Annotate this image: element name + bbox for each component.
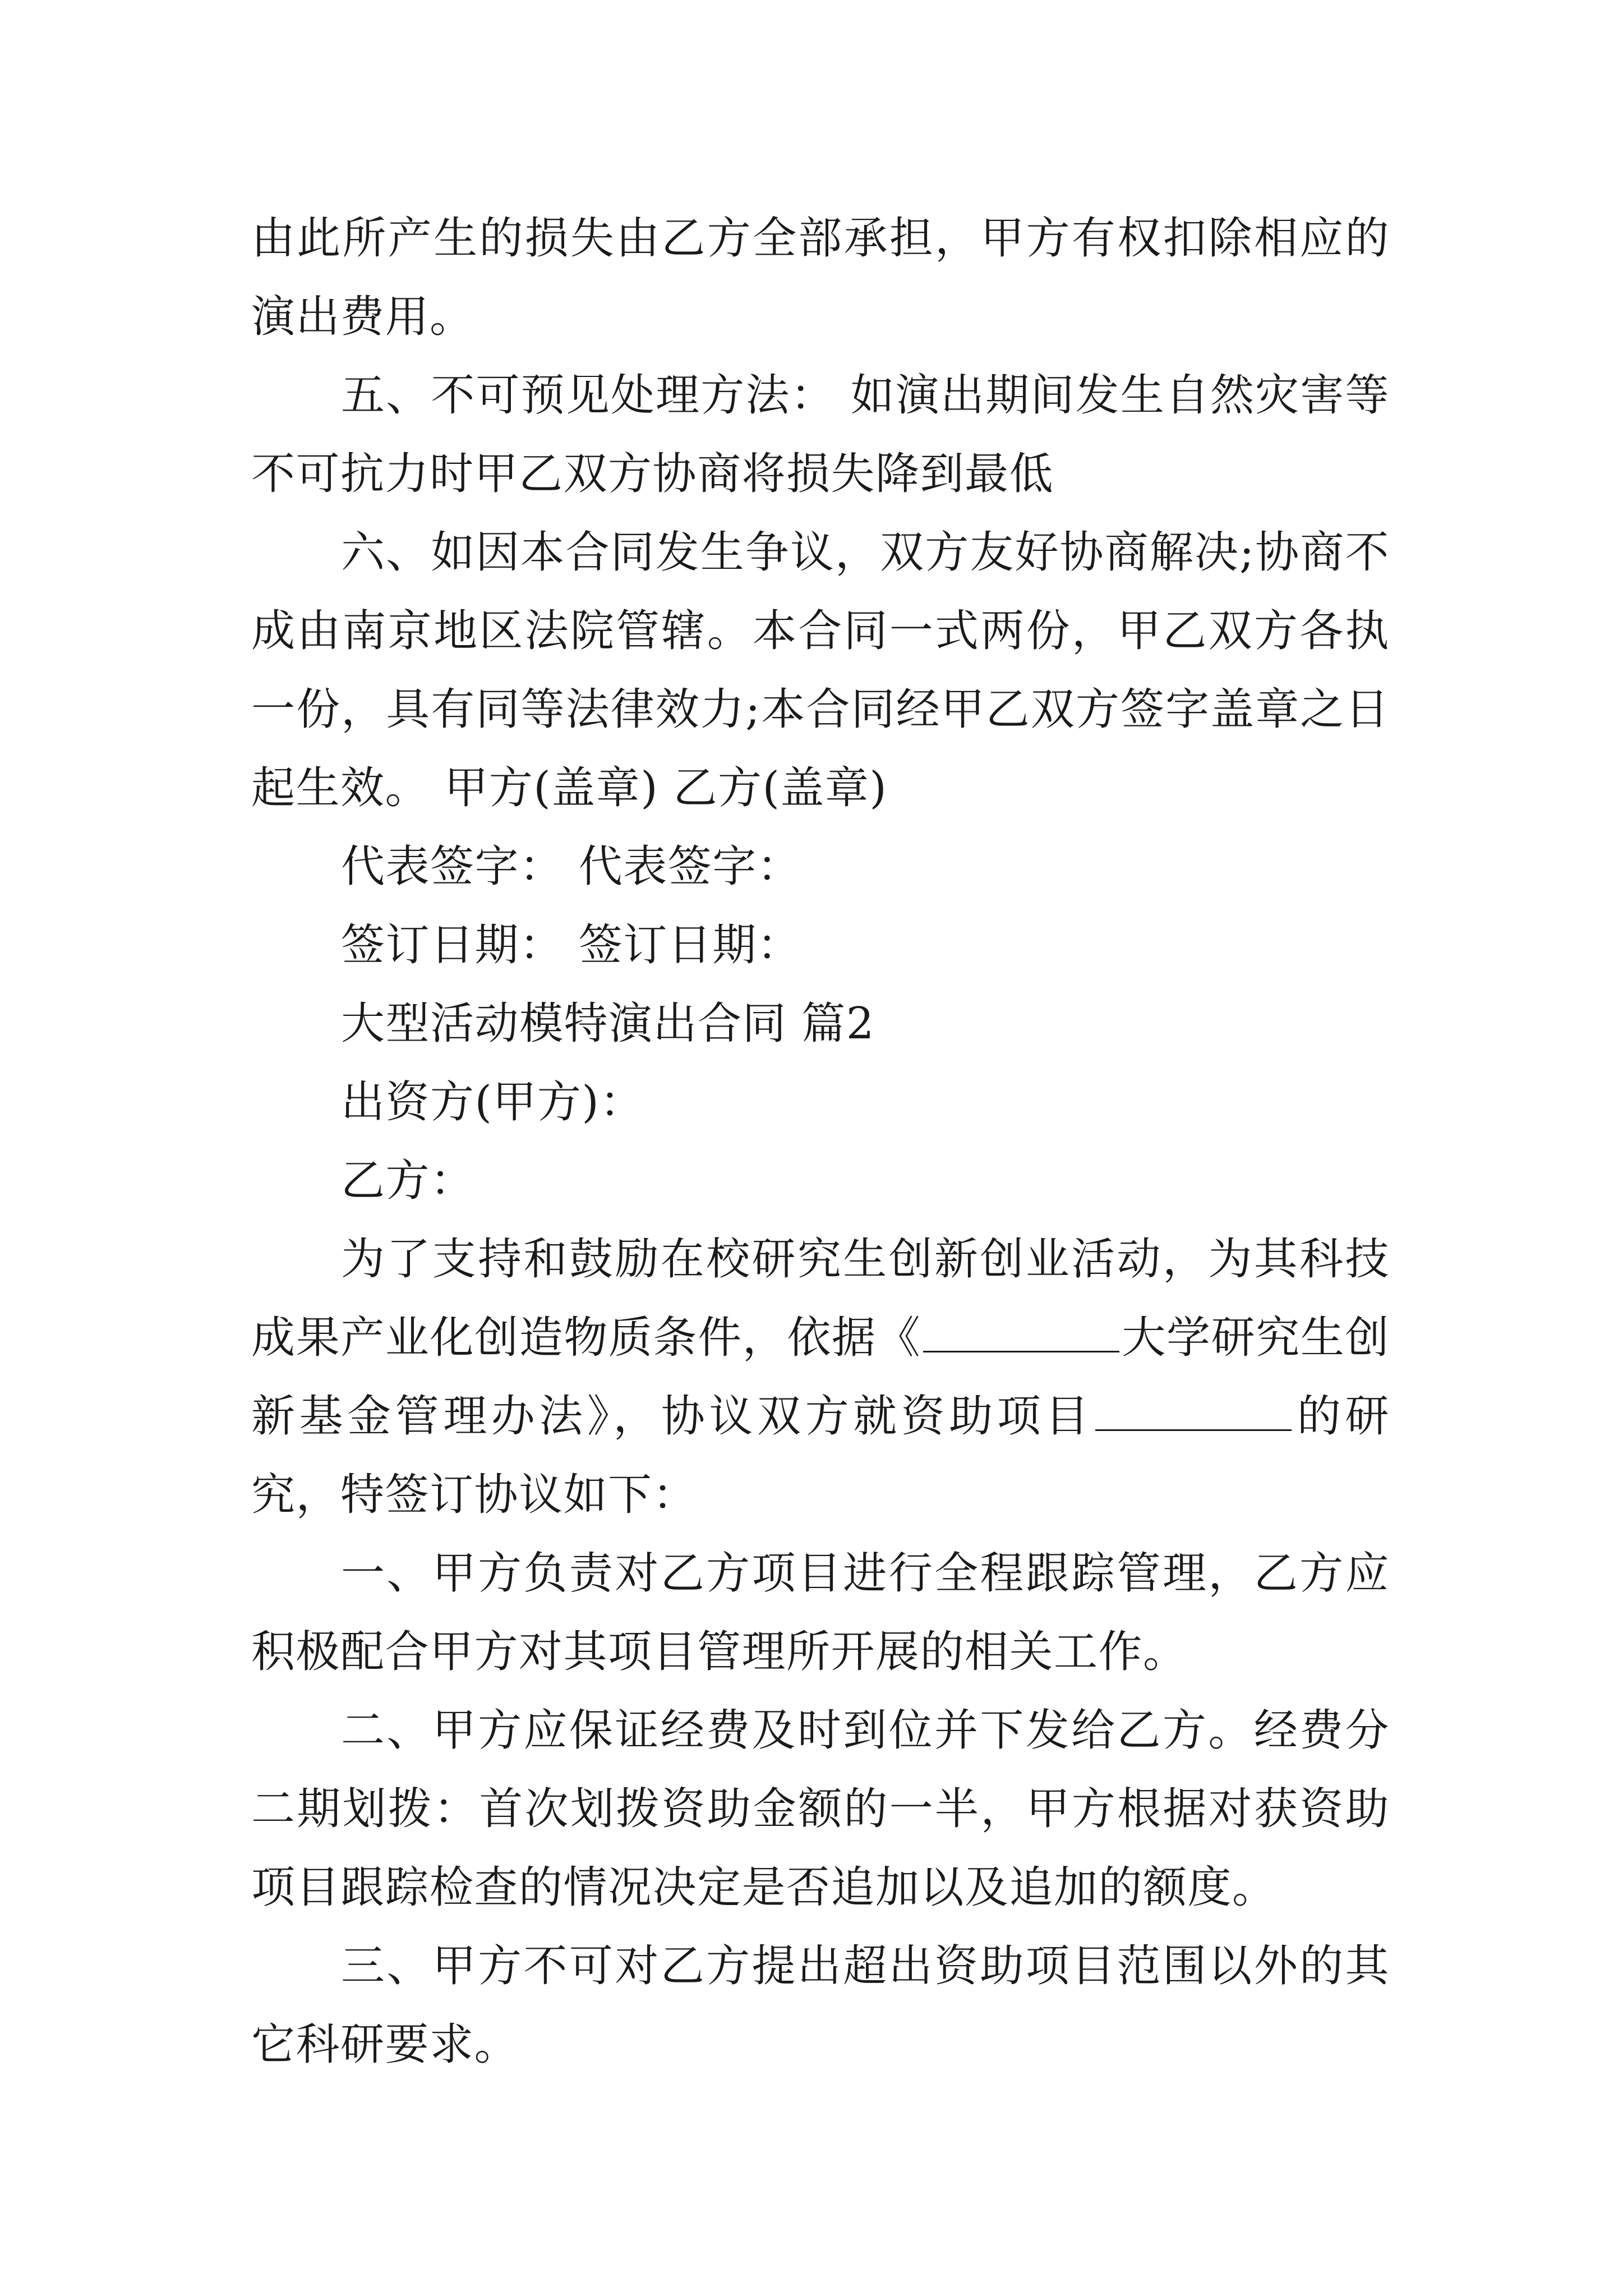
party-b-label: 乙方： — [341, 1156, 475, 1206]
section-heading: 大型活动模特演出合同 篇2 — [341, 999, 875, 1049]
paragraph-force-majeure: 五、不可预见处理方法： 如演出期间发生自然灾害等不可抗力时甲乙双方协商将损失降到最低 — [251, 370, 1390, 499]
paragraph-dispute-resolution: 六、如因本合同发生争议，双方友好协商解决;协商不成由南京地区法院管辖。本合同一式两份，甲乙双方各执一份，具有同等法律效力;本合同经甲乙双方签字盖章之日起生效。 甲方(盖章) 乙方(盖章) — [251, 527, 1390, 813]
purpose-text-part1: 为了支持和鼓励在校研究生创新创业活动，为其科技成果产业化创造物质条件，依据《 — [251, 1234, 1390, 1363]
clause-1: 一、甲方负责对乙方项目进行全程跟踪管理，乙方应积极配合甲方对其项目管理所开展的相关工作。 — [251, 1548, 1390, 1677]
party-a-label: 出资方(甲方)： — [341, 1077, 644, 1128]
purpose-text-part2: 大学研究生创新基金管理办法》，协议双方就资助项目 — [251, 1313, 1390, 1442]
purpose-text-part3: 的研究，特签订协议如下： — [251, 1391, 1390, 1520]
paragraph-purpose — [251, 1220, 1390, 1534]
clause-2: 二、甲方应保证经费及时到位并下发给乙方。经费分二期划拨：首次划拨资助金额的一半，甲方根据对获资助项目跟踪检查的情况决定是否追加以及追加的额度。 — [251, 1705, 1390, 1913]
signature-representatives: 代表签字： 代表签字： — [341, 841, 802, 892]
blank-university-name — [923, 1316, 1119, 1352]
clause-3: 三、甲方不可对乙方提出超出资助项目范围以外的其它科研要求。 — [251, 1941, 1390, 2070]
paragraph-loss-liability: 由此所产生的损失由乙方全部承担，甲方有权扣除相应的演出费用。 — [251, 213, 1390, 342]
signing-dates: 签订日期： 签订日期： — [341, 920, 802, 970]
blank-project-name — [1095, 1395, 1292, 1431]
document-body — [251, 199, 1390, 2084]
